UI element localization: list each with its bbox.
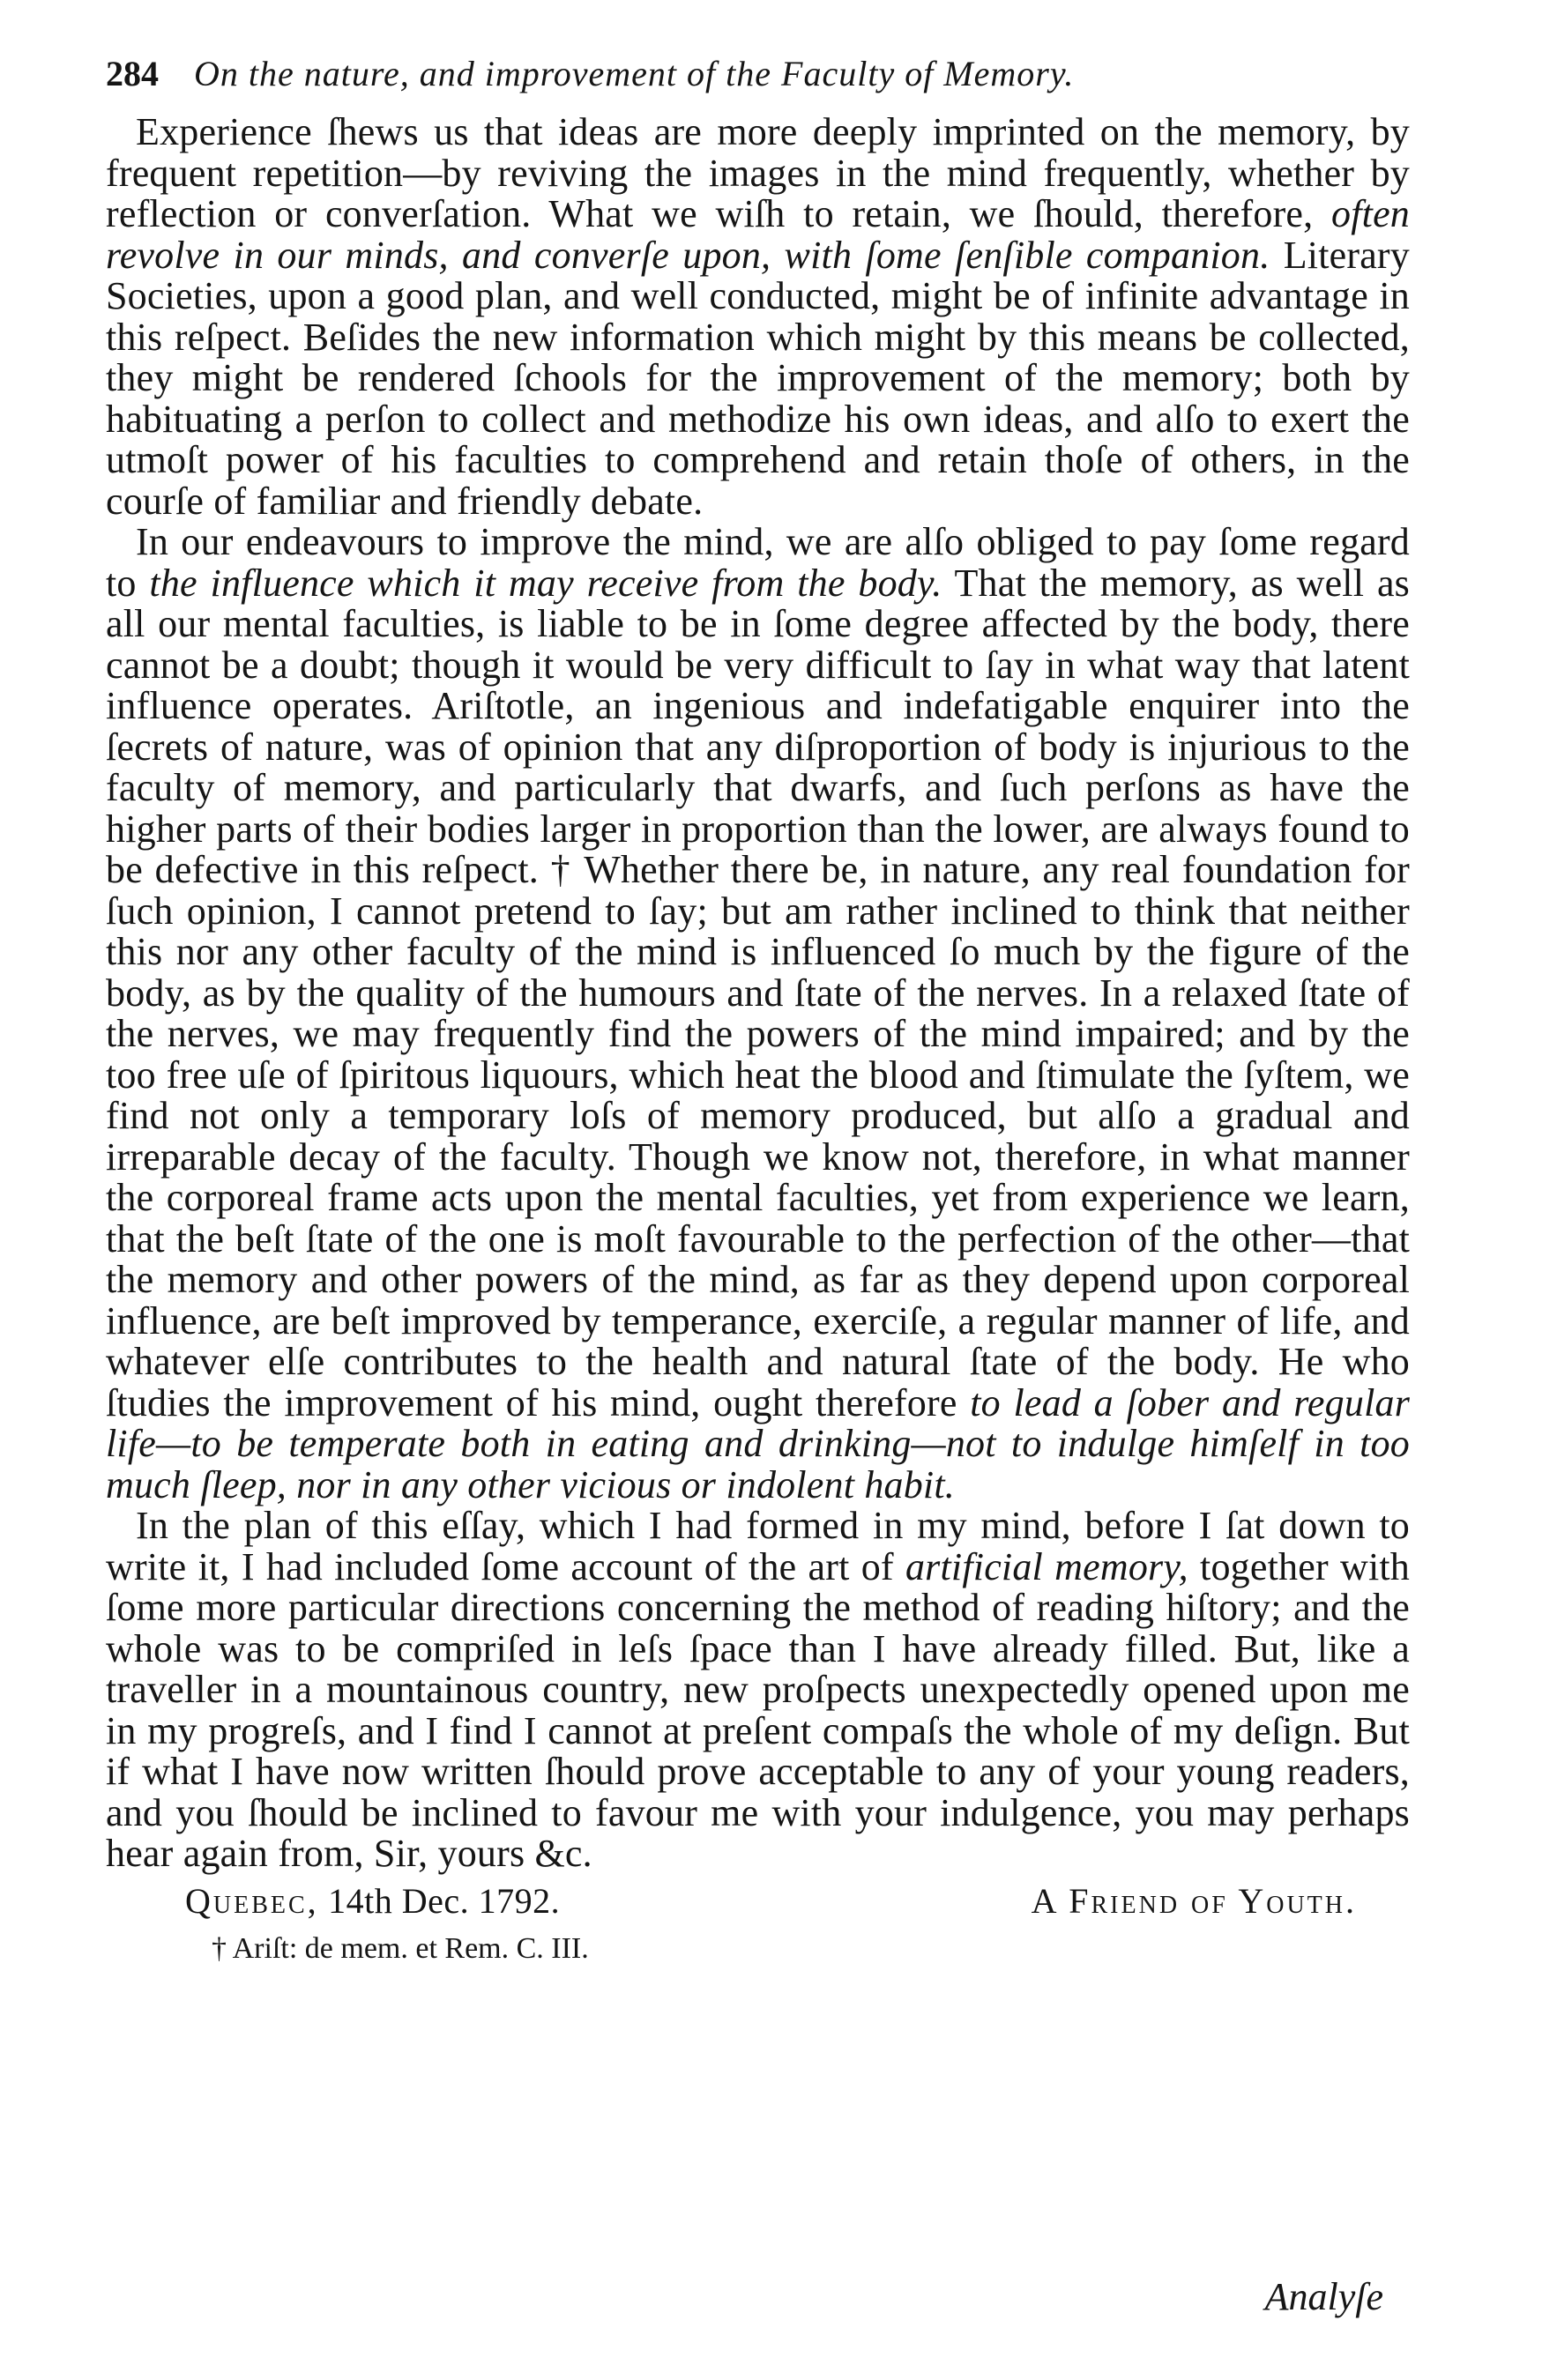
running-title: On the nature, and improvement of the Faculty of Memory. <box>194 54 1075 93</box>
paragraph <box>106 522 1410 1506</box>
date: 14th Dec. 1792. <box>328 1880 561 1921</box>
essay-body <box>106 112 1410 1875</box>
italic-run: often revolve in our minds, and converſe upon, with ſome ſenſible companion. <box>106 192 1410 277</box>
text-run: That the memory, as well as all our mental faculties, is liable to be in ſome degree affected by the body, there cannot be a doubt; though it would be very difficult to ſay in what way that latent influence operates. Ariſtotle, an ingenious and indefatigable enquirer into the ſecrets of nature, was of opinion that any diſproportion of body is injurious to the faculty of memory, and particularly that dwarfs, and ſuch perſons as have the higher parts of their bodies larger in proportion than the lower, are always found to be defective in this reſpect. † Whether there be, in nature, any real foundation for ſuch opinion, I cannot pretend to ſay; but am rather inclined to think that neither this nor any other faculty of the mind is influenced ſo much by the figure of the body, as by the quality of the humours and ſtate of the nerves. In a relaxed ſtate of the nerves, we may frequently find the powers of the mind impaired; and by the too free uſe of ſpiritous liquours, which heat the blood and ſtimulate the ſyſtem, we find not only a temporary loſs of memory produced, but alſo a gradual and irreparable decay of the faculty. Though we know not, therefore, in what manner the corporeal frame acts upon the mental faculties, yet from experience we learn, that the beſt ſtate of the one is moſt favourable to the perfection of the other—that the memory and other powers of the mind, as far as they depend upon corporeal influence, are beſt improved by temperance, exerciſe, a regular manner of life, and whatever elſe contributes to the health and natural ſtate of the body. He who ſtudies the improvement of his mind, ought therefore <box>106 561 1410 1424</box>
italic-run: to lead a ſober and regular life—to be temperate both in eating and drinking—not to indulge himſelf in too much ſleep, nor in any other vicious or indolent habit. <box>106 1380 1411 1506</box>
italic-run: artificial memory, <box>905 1544 1188 1588</box>
paragraph <box>106 1506 1410 1875</box>
author-signature: A Friend of Youth. <box>1031 1880 1357 1921</box>
text-run: In the plan of this eſſay, which I had formed in my mind, before I ſat down to write it, I had included ſome account of the art of <box>106 1504 1410 1588</box>
italic-run: the influence which it may receive from the body. <box>149 561 942 605</box>
place: Quebec, <box>185 1880 319 1921</box>
signoff <box>106 1880 1410 1922</box>
page-header <box>106 53 1410 94</box>
paragraph <box>106 112 1410 522</box>
text-run: In our endeavours to improve the mind, we are alſo obliged to pay ſome regard to <box>106 520 1410 605</box>
footnote: † Ariſt: de mem. et Rem. C. III. <box>212 1931 589 1965</box>
catchword: Analyſe <box>1264 2275 1383 2318</box>
text-run: Literary Societies, upon a good plan, and well conducted, might be of infinite advantage in this reſpect. Beſides the new information which might by this means be collected, they might be rendered ſchools for the improvement of the memory; both by habituating a perſon to collect and methodize his own ideas, and alſo to exert the utmoſt power of his faculties to comprehend and retain thoſe of others, in the courſe of familiar and friendly debate. <box>106 233 1410 523</box>
text-run: Experience ſhews us that ideas are more deeply imprinted on the memory, by frequent repetition—by reviving the images in the mind frequently, whether by reflection or converſation. What we wiſh to retain, we ſhould, therefore, <box>106 110 1410 235</box>
place-date <box>185 1880 560 1922</box>
text-run: together with ſome more particular directions concerning the method of reading hiſtory; and the whole was to be compriſed in leſs ſpace than I have already filled. But, like a traveller in a mountainous country, new proſpects unexpectedly opened upon me in my progreſs, and I find I cannot at preſent compaſs the whole of my deſign. But if what I have now written ſhould prove acceptable to any of your young readers, and you ſhould be inclined to favour me with your indulgence, you may perhaps hear again from, Sir, yours &c. <box>106 1544 1411 1875</box>
page-number: 284 <box>106 54 159 93</box>
